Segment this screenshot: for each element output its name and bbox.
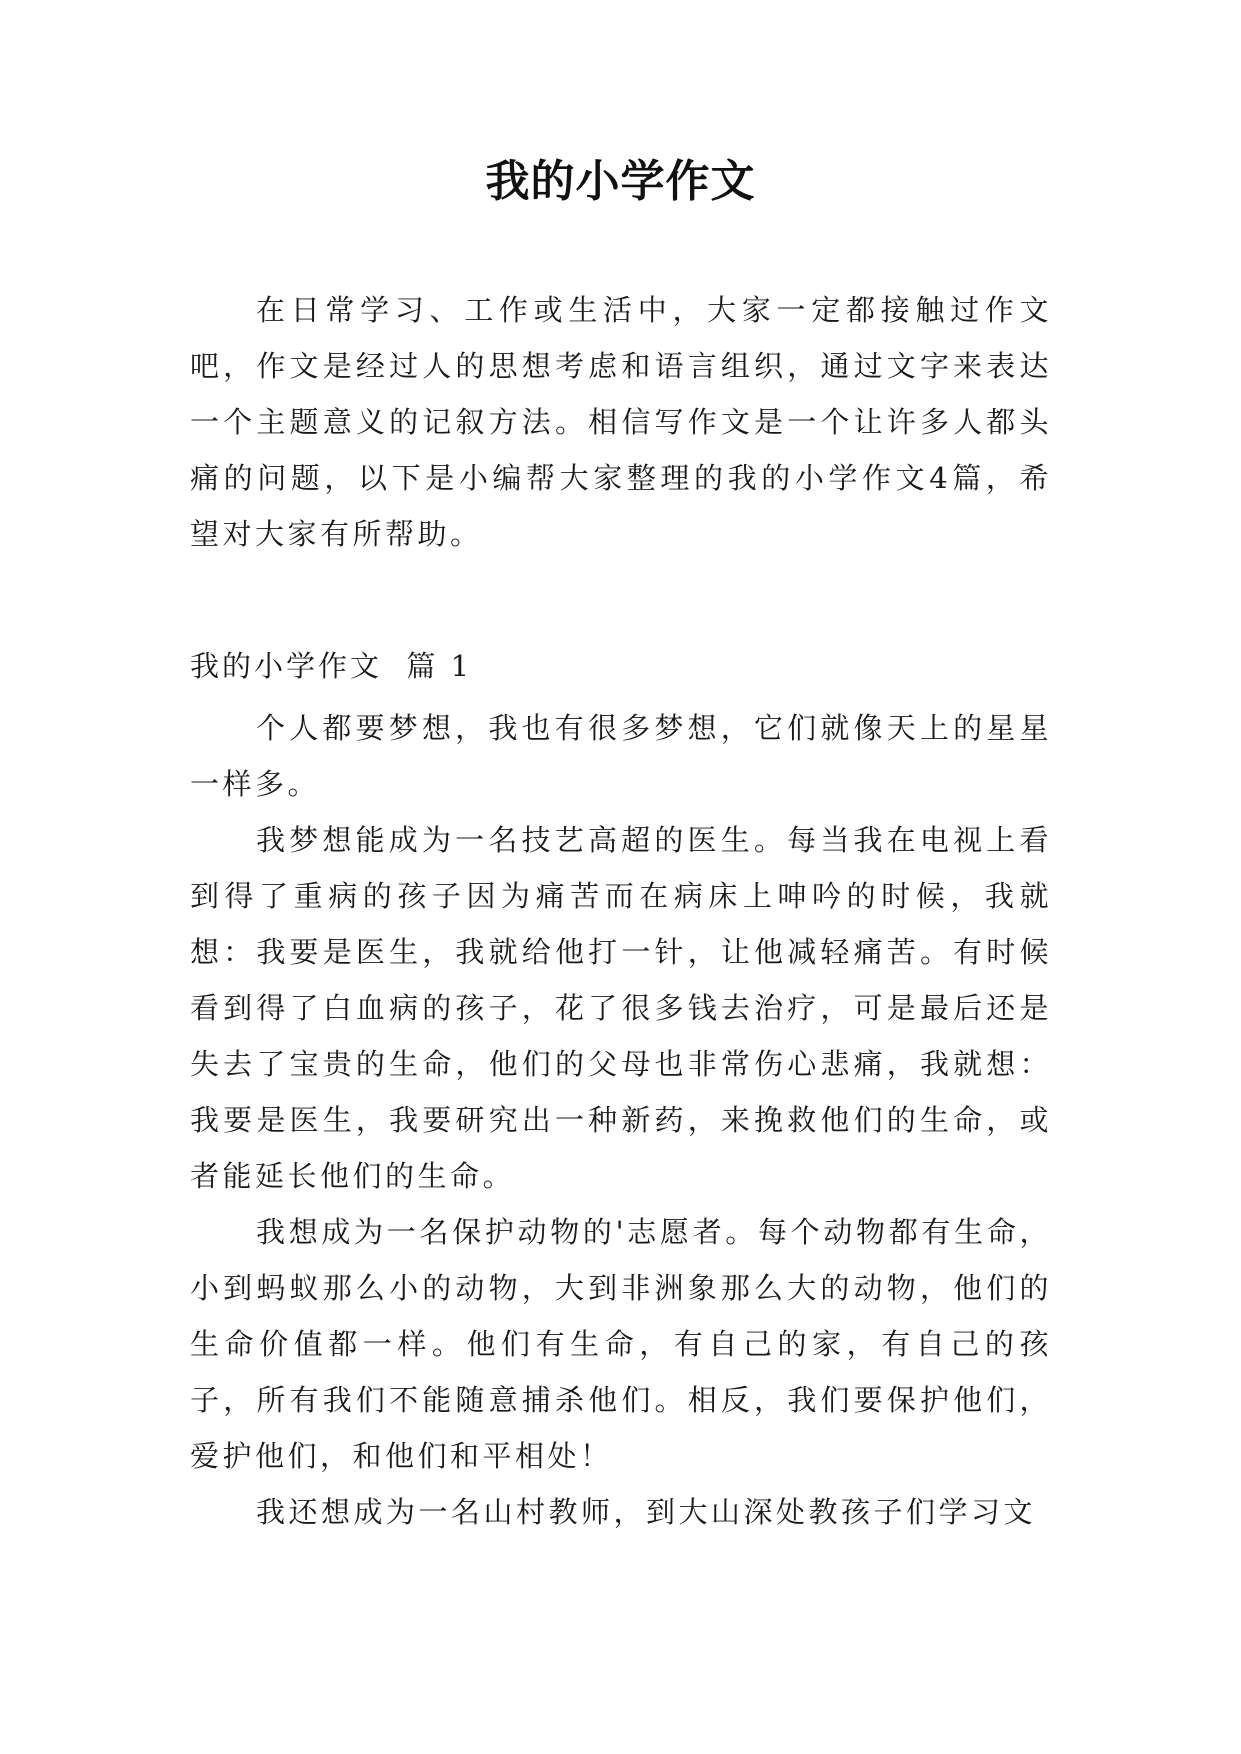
section-heading: 我的小学作文 篇 1: [190, 649, 473, 683]
intro-paragraph: 在日常学习、工作或生活中，大家一定都接触过作文吧，作文是经过人的思想考虑和语言组织，通过文字来表达一个主题意义的记叙方法。相信写作文是一个让许多人都头痛的问题，以下是小编帮大家整理的我的小学作文4篇，希望对大家有所帮助。: [190, 293, 1052, 551]
paragraph-3: 我想成为一名保护动物的'志愿者。每个动物都有生命，小到蚂蚁那么小的动物，大到非洲象那么大的动物，他们的生命价值都一样。他们有生命，有自己的家，有自己的孩子，所有我们不能随意捕杀他们。相反，我们要保护他们，爱护他们，和他们和平相处！: [190, 1215, 1052, 1473]
paragraph-1: 个人都要梦想，我也有很多梦想，它们就像天上的星星一样多。: [190, 711, 1052, 801]
paragraph-4: 我还想成为一名山村教师，到大山深处教孩子们学习文: [256, 1495, 1037, 1529]
paragraph-2: 我梦想能成为一名技艺高超的医生。每当我在电视上看到得了重病的孩子因为痛苦而在病床上呻吟的时候，我就想：我要是医生，我就给他打一针，让他减轻痛苦。有时候看到得了白血病的孩子，花了很多钱去治疗，可是最后还是失去了宝贵的生命，他们的父母也非常伤心悲痛，我就想：我要是医生，我要研究出一种新药，来挽救他们的生命，或者能延长他们的生命。: [190, 823, 1052, 1193]
document-title: 我的小学作文: [485, 156, 756, 207]
